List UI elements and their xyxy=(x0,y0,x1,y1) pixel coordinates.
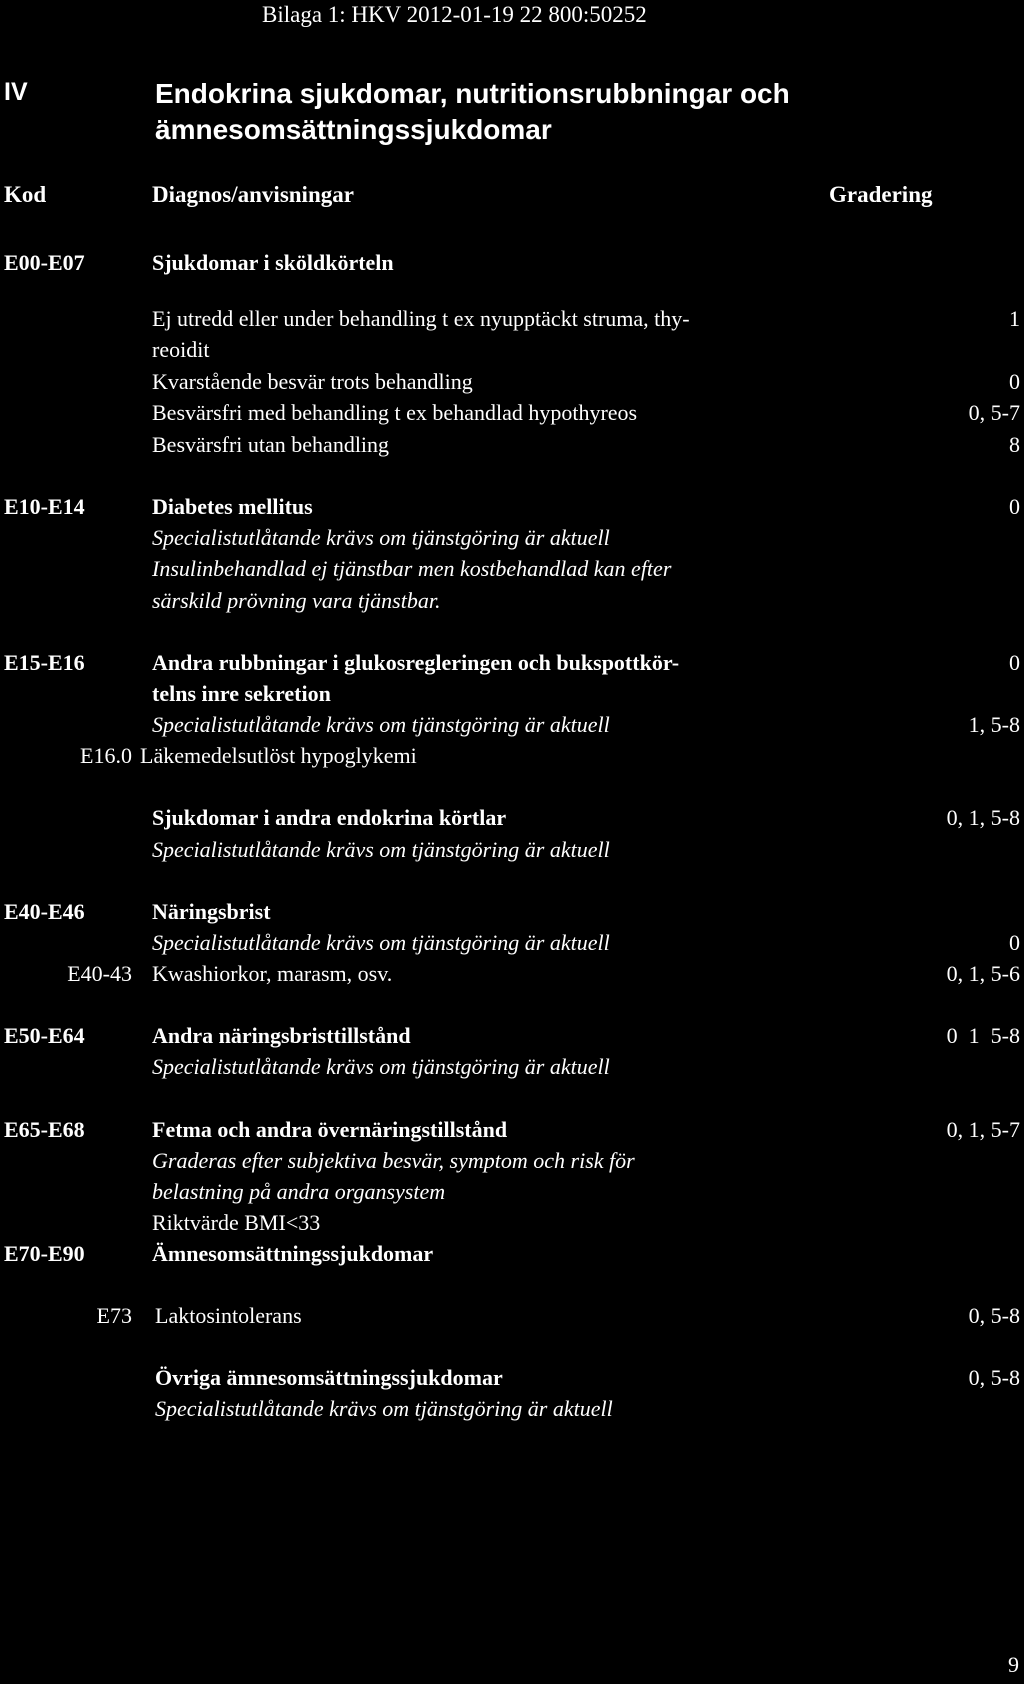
grade-thyroid-4: 8 xyxy=(1009,432,1020,457)
text-thyroid-3: Besvärsfri med behandling t ex behandlad hypothyreos xyxy=(152,400,638,425)
heading-other-endocrine: Sjukdomar i andra endokrina körtlar xyxy=(152,805,507,830)
column-header-grading: Gradering xyxy=(829,182,933,207)
page-number: 9 xyxy=(1008,1652,1019,1677)
chapter-title-line1: Endokrina sjukdomar, nutritionsrubbningar och xyxy=(155,78,790,109)
chapter-title-line2: ämnesomsättningssjukdomar xyxy=(155,114,552,145)
note-other-metabolic: Specialistutlåtande krävs om tjänstgöring är aktuell xyxy=(155,1396,613,1421)
note-other-endocrine: Specialistutlåtande krävs om tjänstgöring är aktuell xyxy=(152,837,610,862)
grade-kwashiorkor: 0, 1, 5-6 xyxy=(946,961,1020,986)
grade-malnutrition: 0 xyxy=(1009,930,1020,955)
note-diabetes-3: särskild prövning vara tjänstbar. xyxy=(152,588,441,613)
heading-other-deficiency: Andra näringsbristtillstånd xyxy=(152,1023,411,1048)
subcode-e40-43: E40-43 xyxy=(67,961,132,986)
text-thyroid-2: Kvarstående besvär trots behandling xyxy=(152,369,473,394)
heading-glucose-1: Andra rubbningar i glukosregleringen och bukspottkör- xyxy=(152,650,680,675)
note-obesity-1: Graderas efter subjektiva besvär, symptom och risk för xyxy=(152,1148,635,1173)
grade-thyroid-1: 1 xyxy=(1009,306,1020,331)
chapter-title xyxy=(155,76,790,148)
note-diabetes-1: Specialistutlåtande krävs om tjänstgöring är aktuell xyxy=(152,525,610,550)
note-diabetes-2: Insulinbehandlad ej tjänstbar men kostbehandlad kan efter xyxy=(152,556,672,581)
subcode-e16-0: E16.0 xyxy=(80,743,132,768)
grade-glucose: 0 xyxy=(1009,650,1020,675)
code-e00-e07: E00-E07 xyxy=(4,250,85,275)
chapter-number: IV xyxy=(4,78,28,106)
text-kwashiorkor: Kwashiorkor, marasm, osv. xyxy=(152,961,393,986)
heading-glucose-2: telns inre sekretion xyxy=(152,681,331,706)
code-e50-e64: E50-E64 xyxy=(4,1023,85,1048)
text-hypoglycemia: Läkemedelsutlöst hypoglykemi xyxy=(140,743,417,768)
grade-glucose-note: 1, 5-8 xyxy=(968,712,1020,737)
column-header-code: Kod xyxy=(4,182,47,207)
grade-thyroid-2: 0 xyxy=(1009,369,1020,394)
text-thyroid-4: Besvärsfri utan behandling xyxy=(152,432,390,457)
text-thyroid-1b: reoidit xyxy=(152,337,210,362)
code-e15-e16: E15-E16 xyxy=(4,650,85,675)
grade-diabetes: 0 xyxy=(1009,494,1020,519)
note-malnutrition: Specialistutlåtande krävs om tjänstgöring är aktuell xyxy=(152,930,610,955)
code-e10-e14: E10-E14 xyxy=(4,494,85,519)
grade-obesity: 0, 1, 5-7 xyxy=(946,1117,1020,1142)
code-e40-e46: E40-E46 xyxy=(4,899,85,924)
text-bmi: Riktvärde BMI<33 xyxy=(152,1210,321,1235)
heading-obesity: Fetma och andra övernäringstillstånd xyxy=(152,1117,508,1142)
heading-metabolic: Ämnesomsättningssjukdomar xyxy=(152,1241,434,1266)
document-header: Bilaga 1: HKV 2012-01-19 22 800:50252 xyxy=(262,2,647,27)
note-glucose: Specialistutlåtande krävs om tjänstgöring är aktuell xyxy=(152,712,610,737)
code-e70-e90: E70-E90 xyxy=(4,1241,85,1266)
grade-other-endocrine: 0, 1, 5-8 xyxy=(946,805,1020,830)
grade-other-deficiency: 0 1 5-8 xyxy=(946,1023,1020,1048)
text-thyroid-1a: Ej utredd eller under behandling t ex nyupptäckt struma, thy- xyxy=(152,306,690,331)
heading-thyroid: Sjukdomar i sköldkörteln xyxy=(152,250,394,275)
grade-thyroid-3: 0, 5-7 xyxy=(968,400,1020,425)
text-lactose: Laktosintolerans xyxy=(155,1303,302,1328)
note-other-deficiency: Specialistutlåtande krävs om tjänstgöring är aktuell xyxy=(152,1054,610,1079)
grade-other-metabolic: 0, 5-8 xyxy=(968,1365,1020,1390)
column-header-diagnosis: Diagnos/anvisningar xyxy=(152,182,354,207)
heading-diabetes: Diabetes mellitus xyxy=(152,494,313,519)
heading-malnutrition: Näringsbrist xyxy=(152,899,271,924)
subcode-e73: E73 xyxy=(96,1303,132,1328)
grade-lactose: 0, 5-8 xyxy=(968,1303,1020,1328)
code-e65-e68: E65-E68 xyxy=(4,1117,85,1142)
heading-other-metabolic: Övriga ämnesomsättningssjukdomar xyxy=(155,1365,503,1390)
note-obesity-2: belastning på andra organsystem xyxy=(152,1179,446,1204)
